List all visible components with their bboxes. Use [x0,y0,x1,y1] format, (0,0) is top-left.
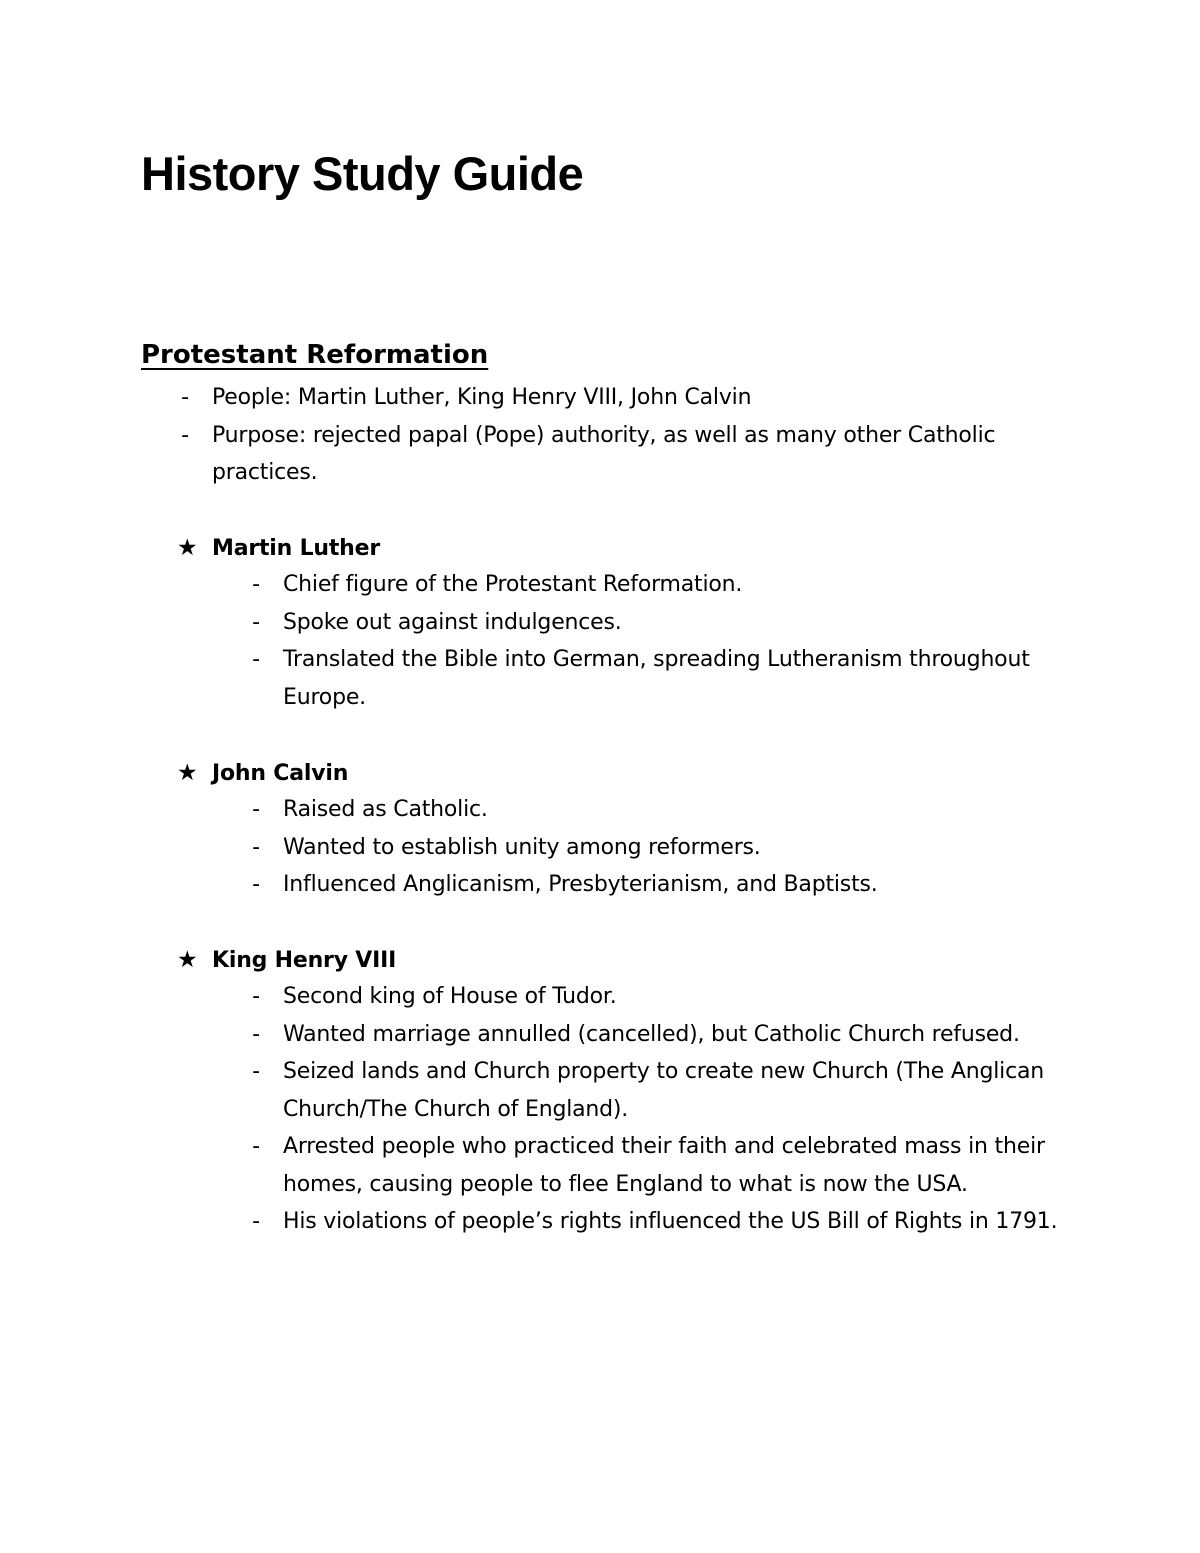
list-item [252,1128,1073,1203]
star-icon: ★ [177,947,198,973]
figure-name: Martin Luther [212,536,380,561]
list-item-text: Second king of House of Tudor. [283,984,617,1009]
list-item [252,1053,1073,1128]
list-item [252,978,1073,1016]
dash-bullet: - [252,797,260,822]
list-item-text: Wanted marriage annulled (cancelled), but Catholic Church refused. [283,1021,1020,1047]
figure-detail-list [252,566,1073,716]
dash-bullet: - [252,1021,260,1047]
figure-heading [177,529,380,567]
list-item [181,417,1032,492]
figure-heading [177,941,396,979]
star-icon: ★ [177,760,198,786]
figure-detail-list [252,791,1073,904]
list-item [252,604,1073,642]
dash-bullet: - [252,1059,260,1084]
list-item [181,379,1032,417]
list-item [252,791,1073,829]
list-item-text: Arrested people who practiced their faith and celebrated mass in their homes, causing people to flee England to what is now the USA. [283,1134,1045,1197]
list-item-text: Spoke out against indulgences. [283,609,622,635]
list-item-text: Translated the Bible into German, spreading Lutheranism throughout Europe. [283,647,1030,710]
list-item [252,829,1073,867]
page-title: History Study Guide [141,147,584,200]
dash-bullet: - [252,609,260,635]
figure-name: John Calvin [212,761,349,786]
list-item [252,641,1073,716]
dash-bullet: - [252,1134,260,1159]
list-item [252,566,1073,604]
dash-bullet: - [181,385,189,410]
list-item-text: Wanted to establish unity among reformers. [283,834,761,860]
list-item [252,866,1073,904]
figure-detail-list [252,978,1073,1241]
section-heading: Protestant Reformation [141,340,489,370]
list-item [252,1016,1073,1054]
list-item-text: His violations of people’s rights influenced the US Bill of Rights in 1791. [283,1209,1058,1234]
dash-bullet: - [252,872,260,897]
list-item-text: Seized lands and Church property to create new Church (The Anglican Church/The Church of England). [283,1059,1045,1122]
section-intro-list [181,379,1032,492]
dash-bullet: - [181,422,189,448]
list-item-text: People: Martin Luther, King Henry VIII, John Calvin [212,385,752,410]
dash-bullet: - [252,1209,260,1234]
figure-heading [177,754,348,792]
list-item-text: Raised as Catholic. [283,797,488,822]
dash-bullet: - [252,572,260,597]
dash-bullet: - [252,834,260,860]
figure-name: King Henry VIII [212,948,397,973]
dash-bullet: - [252,647,260,672]
list-item-text: Chief figure of the Protestant Reformation. [283,572,743,597]
list-item [252,1203,1073,1241]
list-item-text: Influenced Anglicanism, Presbyterianism, and Baptists. [283,872,878,897]
dash-bullet: - [252,984,260,1009]
list-item-text: Purpose: rejected papal (Pope) authority, as well as many other Catholic practices. [212,422,996,485]
star-icon: ★ [177,535,198,561]
